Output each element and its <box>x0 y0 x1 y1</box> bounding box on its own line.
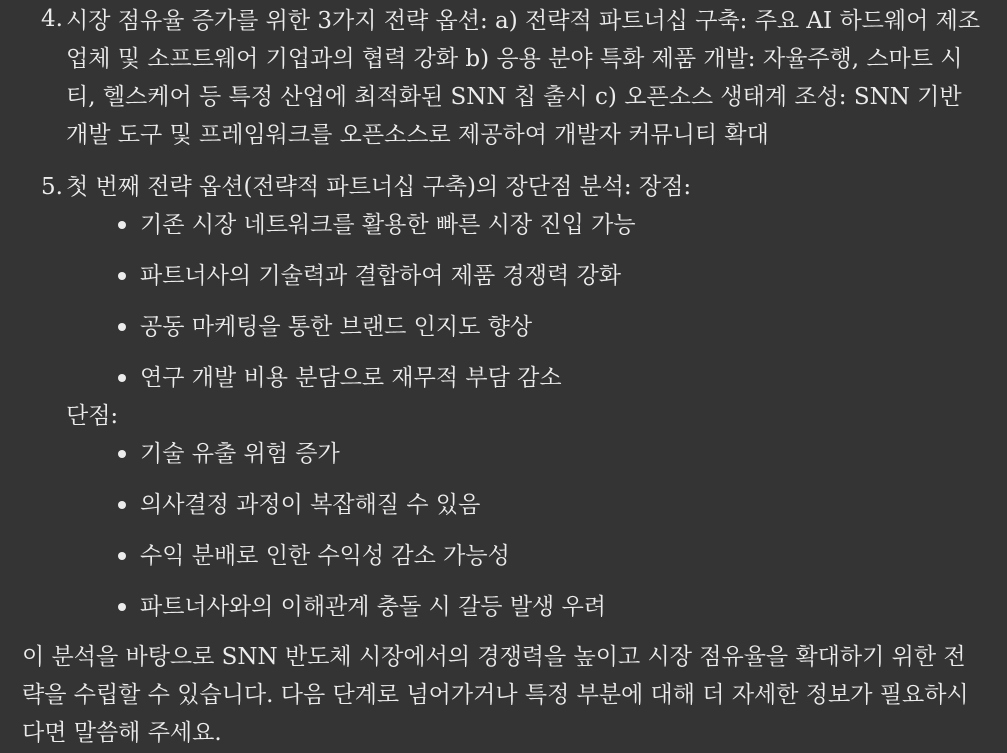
bullet-icon <box>118 374 126 382</box>
cons-item <box>116 588 985 626</box>
cons-label: 단점: <box>66 403 119 429</box>
list-item-step-5 <box>22 168 985 626</box>
pros-item-text: 연구 개발 비용 분담으로 재무적 부담 감소 <box>140 365 562 391</box>
bullet-icon <box>118 221 126 229</box>
bullet-icon <box>118 552 126 560</box>
bullet-icon <box>118 323 126 331</box>
conclusion-paragraph: 이 분석을 바탕으로 SNN 반도체 시장에서의 경쟁력을 높이고 시장 점유율을 확대하기 위한 전략을 수립할 수 있습니다. 다음 단계로 넘어가거나 특정 부분에 대해 더 자세한 정보가 필요하시다면 말씀해 주세요. <box>22 644 969 746</box>
pros-list <box>66 206 985 397</box>
bullet-icon <box>118 603 126 611</box>
pros-item <box>116 257 985 295</box>
cons-item-text: 의사결정 과정이 복잡해질 수 있음 <box>140 492 481 518</box>
pros-item-text: 공동 마케팅을 통한 브랜드 인지도 향상 <box>140 314 533 340</box>
pros-item-text: 기존 시장 네트워크를 활용한 빠른 시장 진입 가능 <box>140 212 636 238</box>
step-number: 4. <box>41 6 63 32</box>
pros-item-text: 파트너사의 기술력과 결합하여 제품 경쟁력 강화 <box>140 263 621 289</box>
cons-item <box>116 537 985 575</box>
step-number: 5. <box>41 174 63 200</box>
step-4-text: 시장 점유율 증가를 위한 3가지 전략 옵션: a) 전략적 파트너십 구축: 주요 AI 하드웨어 제조업체 및 소프트웨어 기업과의 협력 강화 b) 응용 분야 특화 제품 개발: 자율주행, 스마트 시티, 헬스케어 등 특정 산업에 최적화된 SNN 칩 출시 c) 오픈소스 생태계 조성: SNN 기반 개발 도구 및 프레임워크를 오픈소스로 제공하여 개발자 커뮤니티 확대 <box>66 8 981 148</box>
step-5-intro: 첫 번째 전략 옵션(전략적 파트너십 구축)의 장단점 분석: 장점: <box>66 174 692 200</box>
cons-list <box>66 435 985 626</box>
list-item-step-4 <box>22 0 985 154</box>
pros-item <box>116 359 985 397</box>
pros-item <box>116 206 985 244</box>
pros-item <box>116 308 985 346</box>
cons-item <box>116 486 985 524</box>
bullet-icon <box>118 272 126 280</box>
bullet-icon <box>118 450 126 458</box>
numbered-list <box>22 0 985 626</box>
cons-item-text: 기술 유출 위험 증가 <box>140 441 340 467</box>
bullet-icon <box>118 501 126 509</box>
cons-item <box>116 435 985 473</box>
cons-item-text: 수익 분배로 인한 수익성 감소 가능성 <box>140 543 510 569</box>
cons-item-text: 파트너사와의 이해관계 충돌 시 갈등 발생 우려 <box>140 594 607 620</box>
